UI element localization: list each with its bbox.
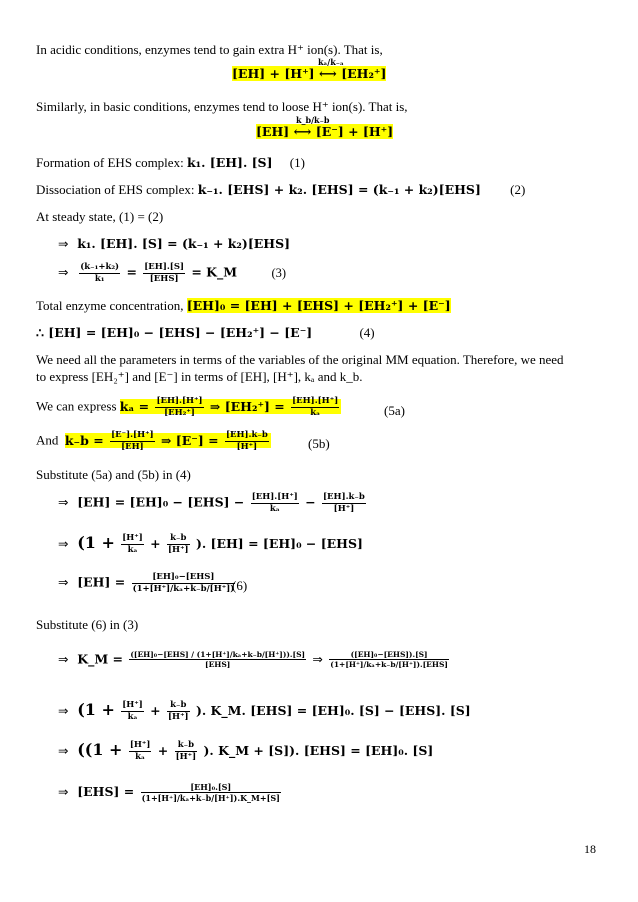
page-number: 18 — [584, 842, 596, 856]
substituted-lhs: [EH] = [EH]₀ − [EHS] − — [77, 494, 245, 510]
implies-icon: ⇒ — [312, 651, 323, 667]
denominator: k₁ — [94, 273, 105, 284]
fraction — [155, 396, 203, 418]
fraction — [129, 740, 152, 762]
factor-rest: ). [EH] = [EH]₀ − [EHS] — [195, 536, 363, 551]
implies-icon: ⇒ — [58, 494, 69, 510]
kb-label: And — [36, 432, 59, 448]
implies-icon: ⇒ — [58, 703, 69, 718]
implies-icon: ⇒ — [58, 536, 69, 551]
kb-tag: (5b) — [308, 436, 330, 451]
fraction — [322, 492, 366, 514]
km-definition: ⇒ $\frac{\text{(k₋₁+k₂)}}{\text{k₁}}$ = $\frac{[EH].[S]}{\text{[EHS]}}$ = K_M (3) — [58, 262, 287, 284]
km-tag: (3) — [271, 265, 287, 280]
dissociation-tag: (2) — [510, 182, 526, 197]
fraction — [175, 740, 198, 762]
substitute-5-text: Substitute (5a) and (5b) in (4) — [36, 467, 191, 482]
fraction — [167, 533, 190, 555]
numerator: [EH].k₋b — [323, 492, 365, 502]
kb-line — [36, 430, 271, 452]
ka-tag: (5a) — [384, 403, 405, 418]
steady-state-eq-text: k₁. [EH]. [S] = (k₋₁ + k₂)[EHS] — [77, 236, 291, 251]
substitute-6-text: Substitute (6) in (3) — [36, 617, 139, 632]
implies-icon: ⇒ — [58, 651, 69, 667]
denominator: kₐ — [310, 407, 321, 418]
numerator: [EH].[H⁺] — [292, 396, 339, 406]
numerator: k₋b — [175, 740, 198, 752]
dissociation-eq: k₋₁. [EHS] + k₂. [EHS] = (k₋₁ + k₂)[EHS] — [197, 182, 481, 197]
factor-open: (1 + — [77, 533, 115, 552]
fraction — [132, 572, 236, 594]
ehs-solution-lhs: [EHS] = — [77, 784, 135, 799]
fraction — [129, 650, 306, 670]
km-rhs: = K_M — [191, 264, 238, 280]
denominator: kₐ — [135, 752, 146, 762]
ka-lhs: kₐ = — [119, 398, 150, 414]
numerator: [EH].[H⁺] — [156, 396, 203, 406]
denominator: (1+[H⁺]/kₐ+k₋b/[H⁺]).[EHS] — [330, 660, 448, 670]
eh-solution-tag: (6) — [232, 578, 248, 593]
factor-open: (1 + — [77, 700, 115, 719]
text-basic: Similarly, in basic conditions, enzymes tend to loose H⁺ ion(s). That is, — [36, 99, 408, 114]
denominator: [H⁺] — [236, 441, 258, 452]
formation-label: Formation of EHS complex: — [36, 155, 184, 170]
denominator: (1+[H⁺]/kₐ+k₋b/[H⁺]) — [132, 583, 235, 594]
numerator: k₋b — [167, 533, 190, 545]
numerator: [H⁺] — [122, 700, 143, 711]
fraction — [121, 700, 144, 722]
denominator: [H⁺] — [168, 712, 189, 722]
fraction — [121, 533, 144, 555]
numerator: ([EH]₀−[EHS] / (1+[H⁺]/kₐ+k₋b/[H⁺])).[S] — [130, 650, 306, 659]
formation-line — [36, 155, 305, 171]
numerator: [EH].[S] — [144, 262, 184, 272]
equation-acidic-body — [232, 57, 387, 81]
formation-tag: (1) — [289, 155, 305, 170]
kb-mid: ⇒ [E⁻] = — [160, 432, 219, 448]
implies-icon: ⇒ — [58, 743, 69, 758]
substituted-eq-1 — [36, 492, 368, 514]
equation-acidic-text: [EH] + [H⁺] ⟷ [EH₂⁺] — [232, 66, 387, 81]
total-enzyme-eq: [EH]₀ = [EH] + [EHS] + [EH₂⁺] + [E⁻] — [186, 298, 451, 313]
km-substituted-eq — [36, 650, 451, 670]
denominator: kₐ — [127, 712, 138, 722]
arrow-label-a: kₐ/k₋ₐ — [318, 57, 344, 67]
kb-lhs: k₋b = — [64, 432, 104, 448]
formation-eq: k₁. [EH]. [S] — [186, 155, 273, 170]
denominator: [H⁺] — [168, 545, 189, 555]
dissociation-label: Dissociation of EHS complex: — [36, 182, 195, 197]
text-acidic: In acidic conditions, enzymes tend to gain extra H⁺ ion(s). That is, — [36, 42, 383, 57]
numerator: [EH].[H⁺] — [251, 492, 298, 502]
ka-eq — [119, 396, 341, 418]
implies-icon: ⇒ — [58, 236, 69, 251]
explanation-line-2: to express [EH₂⁺] and [E⁻] in terms of [EH], [H⁺], kₐ and k_b. — [36, 369, 363, 384]
denominator: [EHS] — [205, 660, 231, 670]
eh-expression-tag: (4) — [359, 325, 375, 340]
fraction — [79, 262, 120, 284]
ka-label: We can express — [36, 398, 117, 414]
numerator: [EH]₀−[EHS] — [132, 572, 236, 584]
km-substituted-lhs: K_M = — [77, 651, 123, 667]
ka-line — [36, 396, 341, 418]
steady-state-text: At steady state, (1) = (2) — [36, 209, 164, 224]
factor-rest: ). K_M + [S]). [EHS] = [EH]₀. [S] — [203, 743, 434, 758]
denominator: kₐ — [269, 503, 280, 514]
factor-rest: ). K_M. [EHS] = [EH]₀. [S] − [EHS]. [S] — [195, 703, 471, 718]
numerator: [E⁻].[H⁺] — [111, 430, 154, 440]
plus-sign: + — [157, 743, 169, 758]
steady-state-eq — [36, 236, 290, 251]
factor-open: ((1 + — [77, 740, 123, 759]
ehs-solution-eq — [36, 782, 283, 803]
eh-expression-eq: ∴ [EH] = [EH]₀ − [EHS] − [EH₂⁺] − [E⁻] — [36, 325, 313, 340]
implies-icon: ⇒ — [58, 264, 69, 280]
equation-basic-body — [256, 115, 394, 139]
implies-icon: ⇒ — [58, 574, 69, 590]
kb-eq — [64, 430, 271, 452]
fraction — [167, 700, 190, 722]
fraction — [291, 396, 339, 418]
equation-basic-text: [EH] ⟷ [E⁻] + [H⁺] — [256, 124, 394, 139]
fraction — [141, 782, 281, 803]
explanation-line-1: We need all the parameters in terms of the variables of the original MM equation. Therefore, we need — [36, 352, 564, 367]
fraction — [143, 262, 185, 284]
numerator: [EH].k₋b — [225, 430, 268, 440]
numerator: [EH]₀.[S] — [141, 782, 281, 793]
factored-eq — [36, 533, 363, 556]
numerator: ([EH]₀−[EHS]).[S] — [329, 650, 449, 660]
fraction — [110, 430, 155, 452]
denominator: [H⁺] — [175, 752, 197, 762]
implies-icon: ⇒ — [58, 784, 69, 799]
eh-solution-eq — [36, 572, 237, 594]
plus-sign: + — [150, 703, 161, 718]
denominator: [H⁺] — [333, 503, 355, 514]
denominator: [EH₂⁺] — [164, 407, 195, 418]
arrow-label-b: k_b/k₋b — [296, 115, 330, 125]
equation-acidic — [232, 57, 387, 81]
eh-expression-line — [36, 325, 375, 341]
dissociation-line — [36, 182, 525, 198]
numerator: [H⁺] — [122, 533, 143, 544]
fraction — [225, 430, 269, 452]
ka-mid: ⇒ [EH₂⁺] = — [209, 398, 285, 414]
fraction — [251, 492, 299, 514]
equation-basic — [256, 115, 394, 139]
total-enzyme-line — [36, 298, 451, 314]
denominator: [EHS] — [149, 273, 179, 284]
numerator: (k₋₁+k₂) — [80, 262, 120, 272]
rearranged-eq-2 — [36, 740, 433, 763]
total-enzyme-label: Total enzyme concentration, — [36, 298, 184, 313]
minus-sign: − — [305, 494, 316, 510]
numerator: [H⁺] — [129, 740, 151, 751]
fraction — [329, 650, 449, 670]
denominator: (1+[H⁺]/kₐ+k₋b/[H⁺]).K_M+[S] — [141, 793, 280, 803]
denominator: [EH] — [121, 441, 144, 452]
plus-sign: + — [150, 536, 161, 551]
eh-solution-lhs: [EH] = — [77, 574, 126, 590]
denominator: kₐ — [127, 545, 138, 555]
rearranged-eq-1 — [36, 700, 471, 723]
numerator: k₋b — [167, 700, 190, 712]
